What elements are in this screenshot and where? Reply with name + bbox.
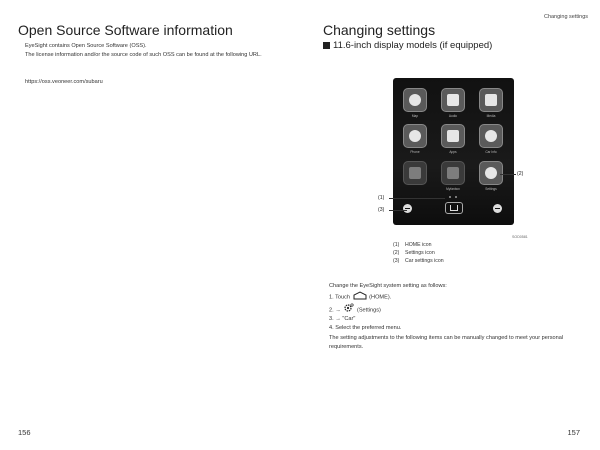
step-1: 1. Touch (HOME). (329, 291, 447, 303)
home-button (445, 202, 463, 214)
tile-label-phone: Phone (410, 150, 420, 154)
gear-icon (485, 167, 497, 179)
myfanbox-icon (447, 167, 459, 179)
tile-label-audio: Audio (448, 114, 458, 118)
blank-tile (403, 161, 427, 185)
oss-url: https://oss.veoneer.com/subaru (25, 79, 103, 85)
legend-item: (2) Settings icon (393, 250, 435, 257)
procedure-steps (329, 282, 447, 333)
car-info-icon (485, 130, 497, 142)
right-page-title: Changing settings (323, 22, 436, 38)
map-icon (409, 94, 421, 106)
car-info-tile (479, 124, 503, 148)
minus-icon (405, 208, 410, 209)
map-tile (403, 88, 427, 112)
callout-2-leader (500, 174, 516, 175)
settings-note-paragraph: The setting adjustments to the following items can be manually changed to meet your personal requirements. (329, 335, 564, 350)
audio-icon (447, 94, 459, 106)
left-page-title: Open Source Software information (18, 22, 233, 38)
blank-app-icon (409, 167, 421, 179)
callout-2: (2) (517, 171, 524, 177)
media-icon (485, 94, 497, 106)
display-illustration (393, 78, 514, 225)
page-dot (455, 196, 457, 198)
user-icon (495, 208, 500, 209)
subheading-text: 11.6-inch display models (if equipped) (333, 40, 493, 51)
page-number-left: 156 (18, 428, 31, 437)
legend-item: (1) HOME icon (393, 242, 432, 248)
apps-tile (441, 124, 465, 148)
tile-label-media: Media (486, 114, 496, 118)
phone-icon (409, 130, 421, 142)
home-icon (353, 291, 367, 300)
apps-icon (447, 130, 459, 142)
tile-label-settings: Settings (485, 187, 497, 191)
myfanbox-tile (441, 161, 465, 185)
home-icon (450, 205, 458, 211)
figure-legend (393, 241, 444, 266)
user-button (493, 204, 502, 213)
page-dot (449, 196, 451, 198)
steps-intro: Change the EyeSight system setting as follows: (329, 283, 447, 289)
running-head: Changing settings (543, 14, 588, 20)
square-bullet-icon (323, 42, 330, 49)
callout-3: (3) (378, 207, 385, 213)
step-4: 4. Select the preferred menu. (329, 325, 402, 331)
callout-3-leader (389, 210, 407, 211)
media-tile (479, 88, 503, 112)
tile-label-apps: Apps (449, 150, 457, 154)
callout-1: (1) (378, 195, 385, 201)
tile-label-car-info: Car Info (485, 150, 497, 154)
callout-1-leader (389, 198, 445, 199)
settings-tile (479, 161, 503, 185)
oss-paragraph (25, 42, 290, 60)
oss-line-1: EyeSight contains Open Source Software (OSS). (25, 43, 147, 49)
page-number-right: 157 (567, 428, 580, 437)
figure-code: SOD0581 (512, 235, 528, 239)
tile-label-myfanbox: Myfanbox (446, 187, 460, 191)
oss-line-2: The license information and/or the source code of such OSS can be found at the following URL. (25, 52, 262, 58)
phone-tile (403, 124, 427, 148)
tile-label-map: Map (411, 114, 419, 118)
step-2: 2. → (Settings) (329, 303, 447, 316)
car-settings-button (403, 204, 412, 213)
audio-tile (441, 88, 465, 112)
legend-item: (3) Car settings icon (393, 258, 444, 265)
section-subheading (323, 40, 492, 51)
step-3: 3. → "Car" (329, 316, 356, 322)
gear-icon (343, 303, 354, 313)
